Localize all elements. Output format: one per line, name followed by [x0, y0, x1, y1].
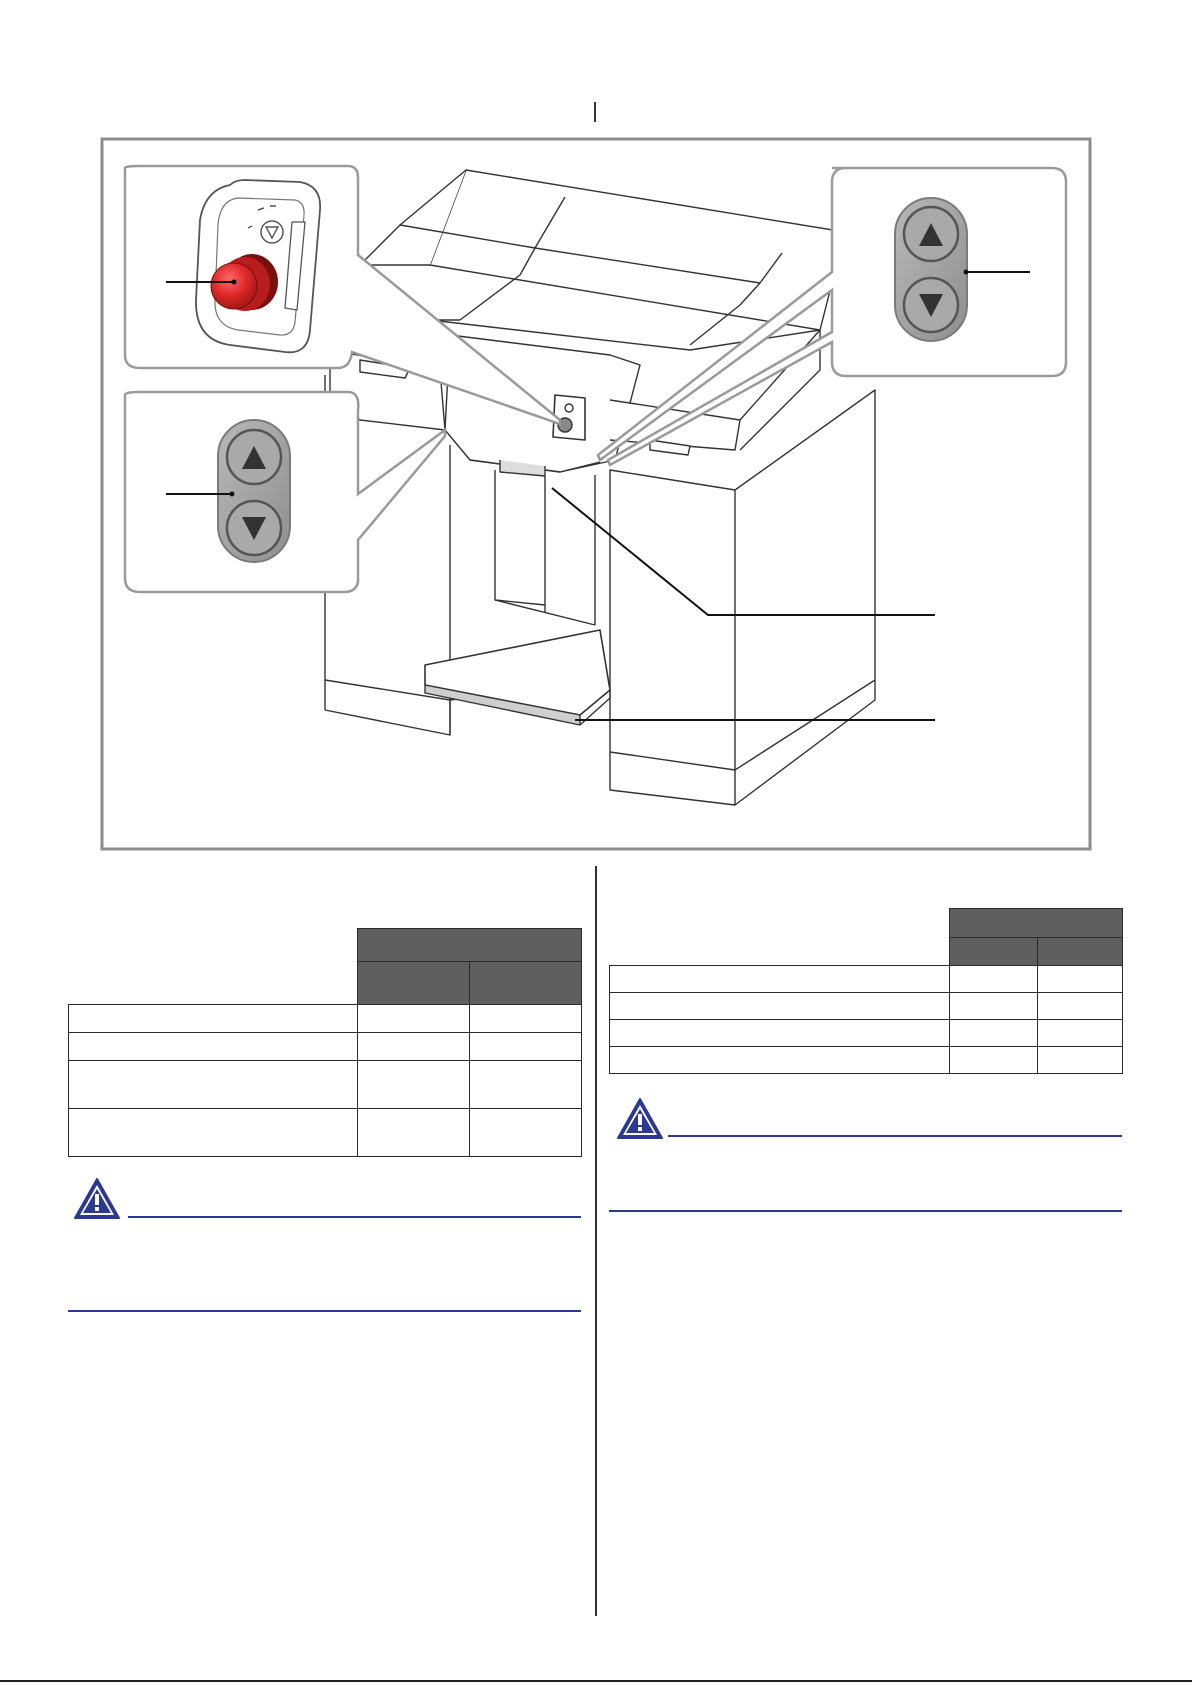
footer-rule	[0, 1680, 1192, 1682]
warning-rule-bottom	[68, 1310, 581, 1312]
table-row	[610, 993, 1123, 1020]
left-spec-table	[68, 928, 582, 1157]
table-row	[610, 966, 1123, 993]
table-cell	[357, 1109, 469, 1157]
table-cell	[469, 1109, 582, 1157]
table-cell	[357, 1061, 469, 1109]
table-cell	[357, 1005, 469, 1033]
table-row	[69, 1005, 582, 1033]
table-sub-header	[949, 938, 1037, 966]
table-cell	[469, 1061, 582, 1109]
table-cell	[610, 1020, 950, 1047]
table-row	[69, 1061, 582, 1109]
warning-rule-top	[668, 1135, 1122, 1137]
table-row	[69, 1033, 582, 1061]
table-row	[610, 1047, 1123, 1074]
table-cell	[69, 1033, 358, 1061]
table-cell	[1037, 1020, 1123, 1047]
table-cell	[469, 1033, 582, 1061]
column-divider	[595, 866, 597, 1616]
table-sub-header	[1037, 938, 1123, 966]
warning-rule-bottom	[609, 1210, 1122, 1212]
table-cell	[1037, 993, 1123, 1020]
warning-text	[609, 1148, 1123, 1200]
table-cell	[69, 1061, 358, 1109]
warning-rule-top	[128, 1216, 581, 1218]
table-row	[69, 1109, 582, 1157]
table-sub-header	[357, 962, 469, 1005]
table-cell	[1037, 1047, 1123, 1074]
table-sub-header	[469, 962, 582, 1005]
table-cell	[69, 1109, 358, 1157]
table-cell	[949, 966, 1037, 993]
table-cell	[949, 993, 1037, 1020]
warning-icon	[72, 1176, 122, 1222]
warning-icon	[615, 1096, 665, 1142]
table-cell	[1037, 966, 1123, 993]
table-row	[610, 1020, 1123, 1047]
table-cell	[610, 966, 950, 993]
table-cell	[949, 1047, 1037, 1074]
table-cell	[949, 1020, 1037, 1047]
table-cell	[69, 1005, 358, 1033]
table-group-header	[357, 929, 582, 962]
right-spec-table	[609, 908, 1123, 1074]
table-cell	[610, 993, 950, 1020]
table-cell	[469, 1005, 582, 1033]
warning-text	[68, 1230, 582, 1300]
table-cell	[610, 1047, 950, 1074]
table-cell	[357, 1033, 469, 1061]
table-group-header	[949, 909, 1123, 938]
